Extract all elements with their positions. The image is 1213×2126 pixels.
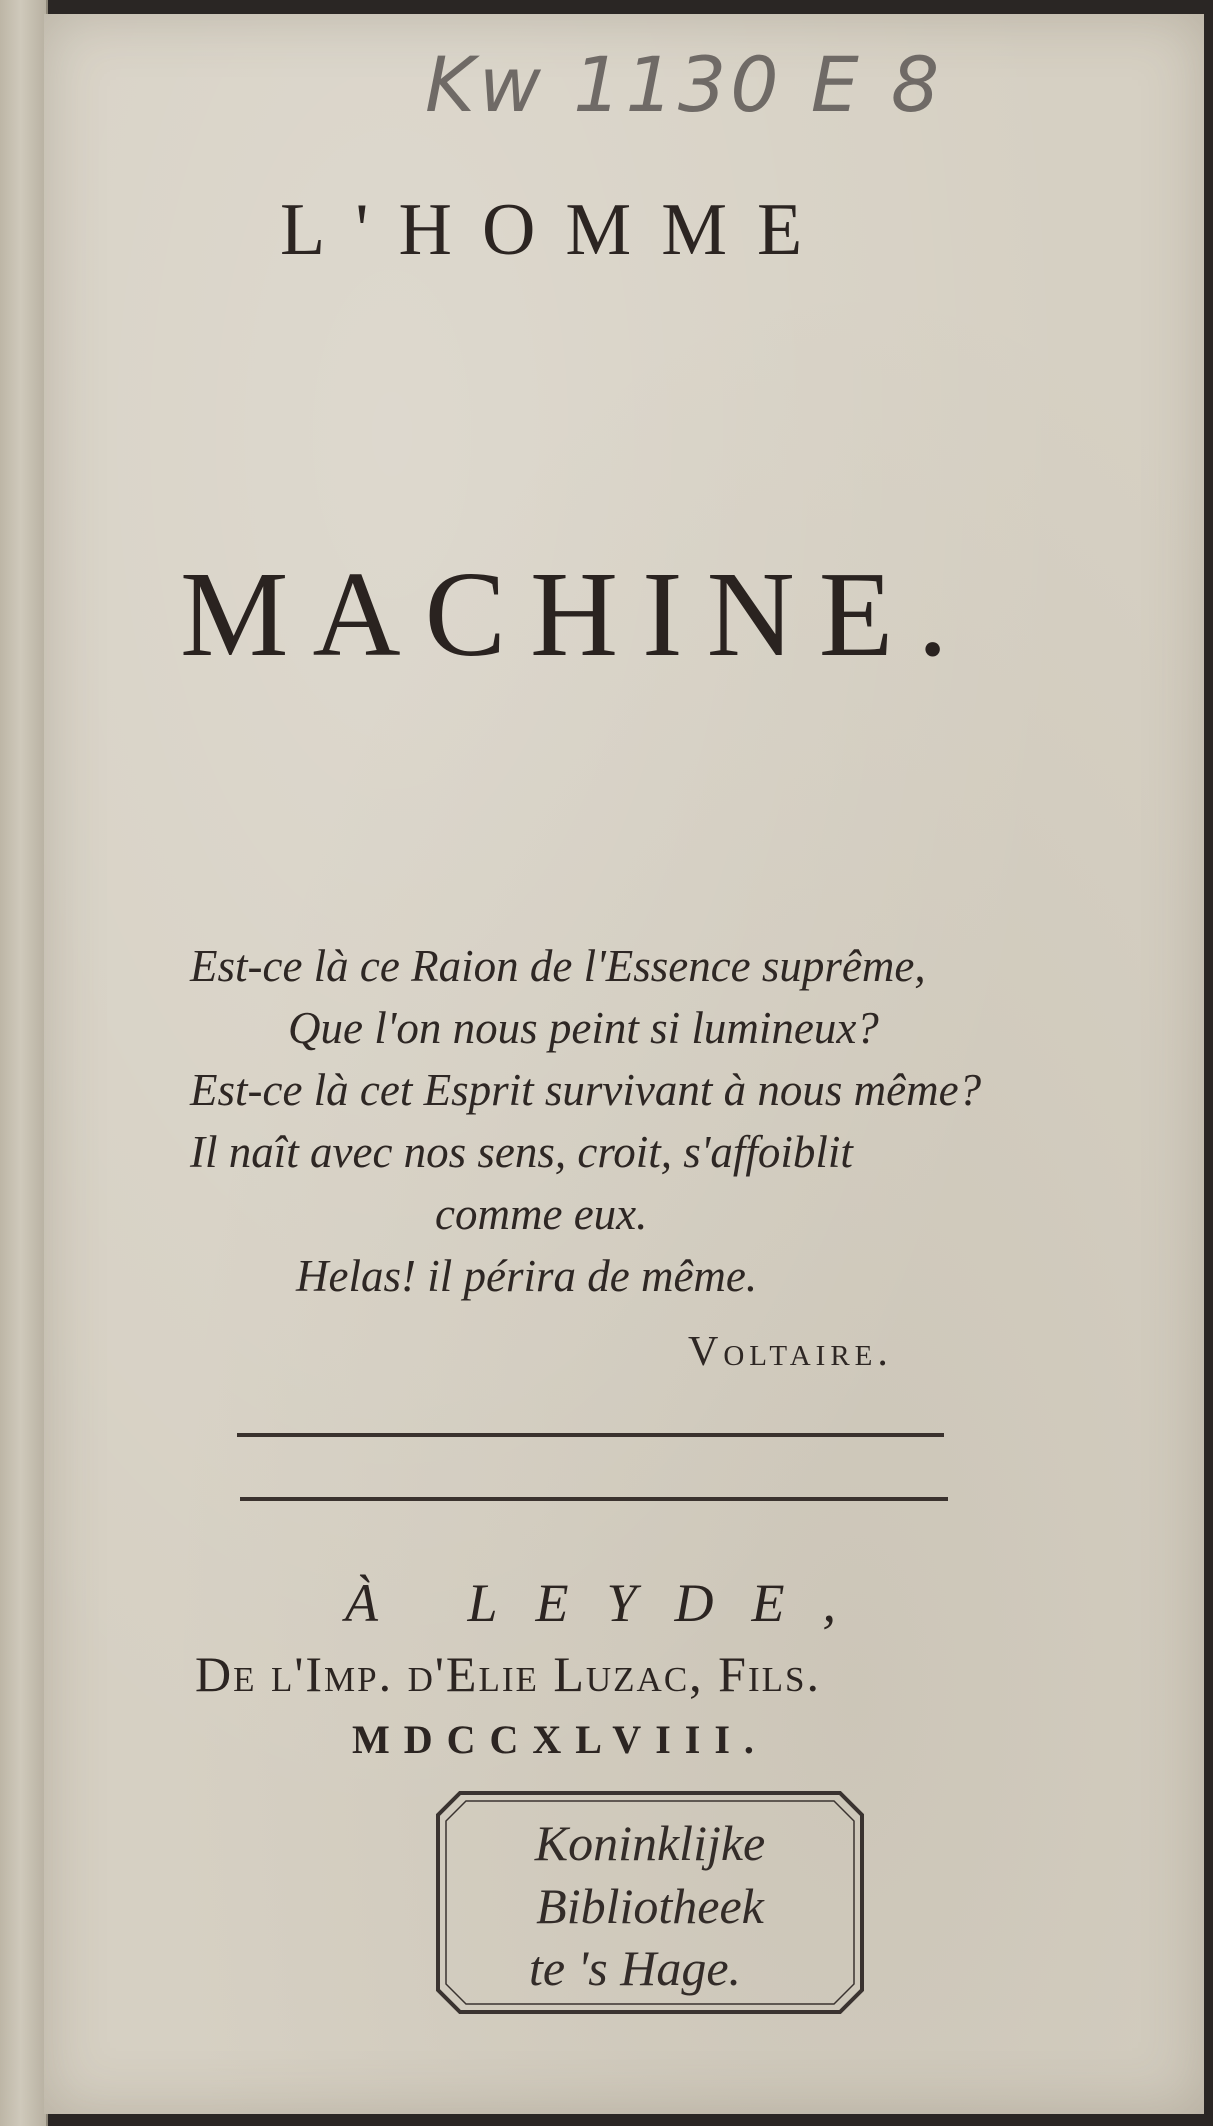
epigraph-line: Que l'on nous peint si lumineux? [288,1003,879,1053]
stamp-line: te 's Hage. [528,1940,742,1996]
imprint-printer: De l'Imp. d'Elie Luzac, Fils. [195,1646,821,1702]
stamp-line: Koninklijke [534,1815,766,1871]
double-rule-top [237,1433,944,1437]
title-line-2: MACHINE. [180,547,972,682]
library-stamp [430,1785,870,2020]
double-rule-bottom [240,1497,948,1501]
epigraph-line: Helas! il périra de même. [296,1251,758,1301]
title-line-1: L'HOMME [280,189,833,271]
book-spine [0,0,48,2126]
epigraph-line: Est-ce là cet Esprit survivant à nous même? [190,1065,982,1115]
stamp-line: Bibliotheek [536,1878,764,1934]
epigraph-line: Est-ce là ce Raion de l'Essence suprême, [190,941,926,991]
imprint-place: À LEYDE, [345,1573,875,1633]
epigraph-line: Il naît avec nos sens, croit, s'affoiblit [190,1127,853,1177]
epigraph-line: comme eux. [435,1189,648,1239]
epigraph-attribution: Voltaire. [688,1329,893,1375]
imprint-year: MDCCXLVIII. [352,1717,768,1762]
handwritten-shelfmark: Kw 1130 E 8 [425,40,944,129]
